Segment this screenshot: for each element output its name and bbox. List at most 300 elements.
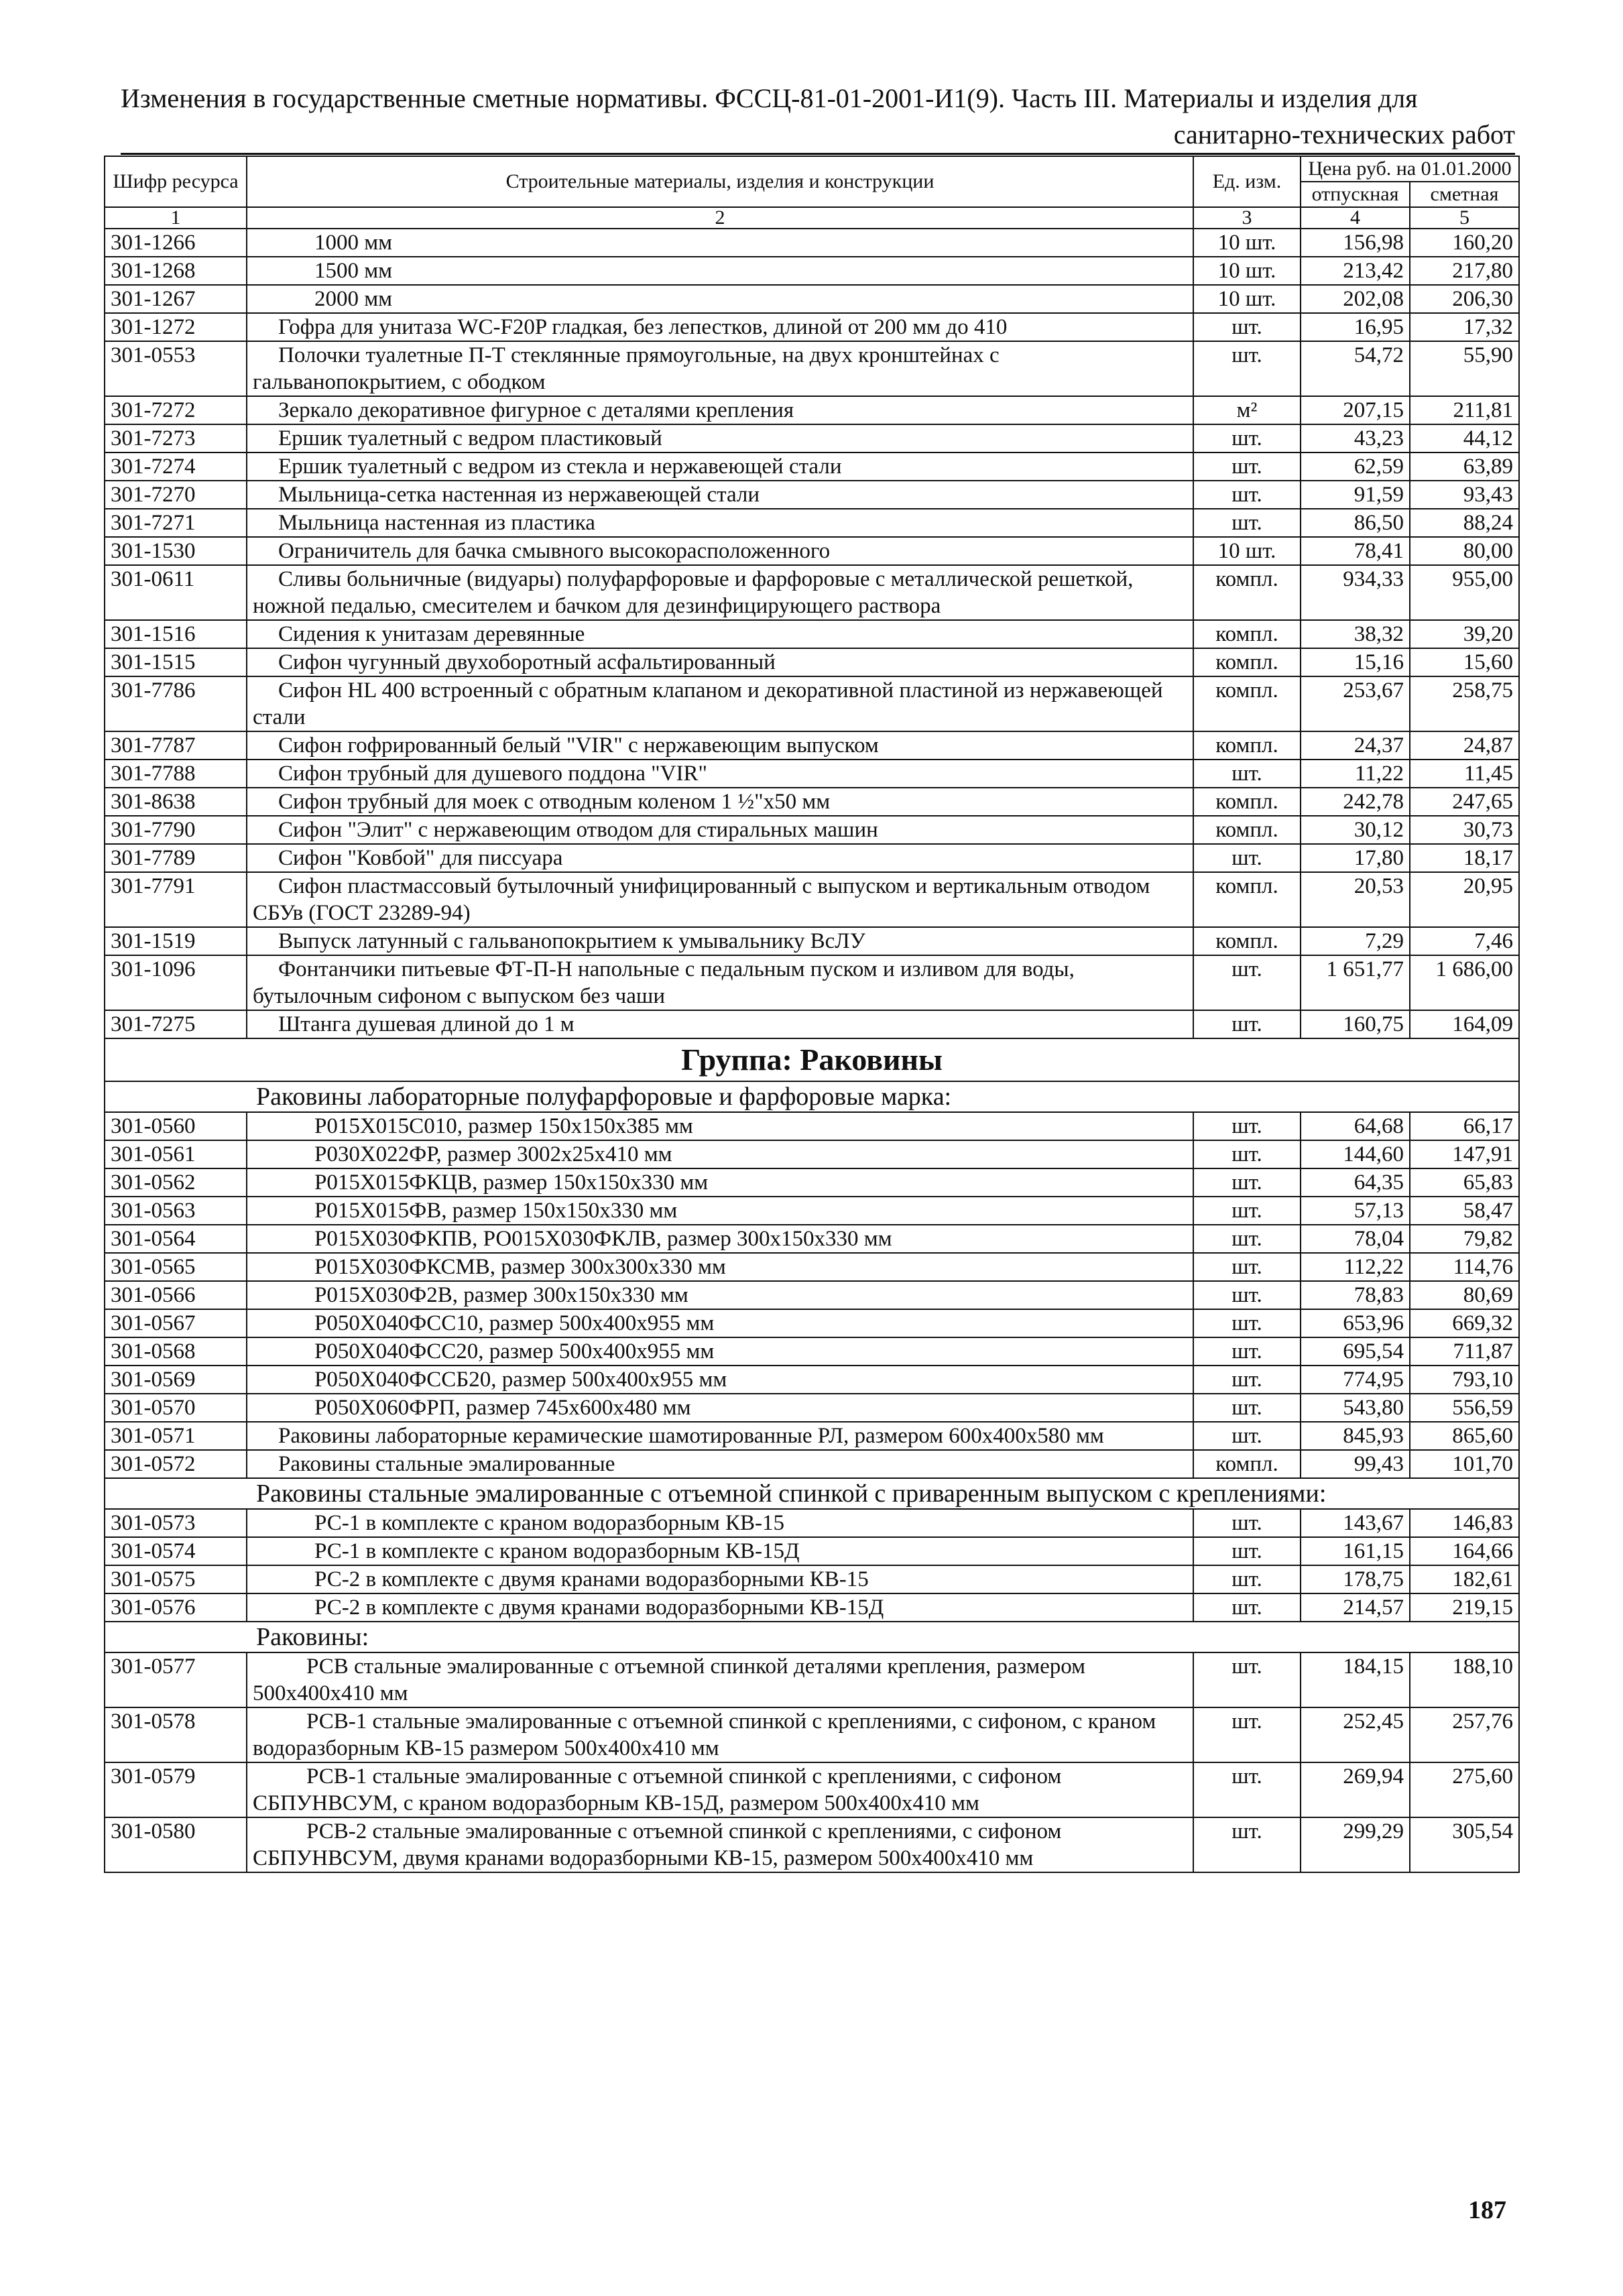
wholesale-price: 78,83 — [1301, 1281, 1410, 1309]
table-row — [105, 481, 1519, 509]
table-row — [105, 1422, 1519, 1450]
wholesale-price: 15,16 — [1301, 648, 1410, 676]
resource-code: 301-0574 — [105, 1537, 247, 1565]
table-row — [105, 313, 1519, 341]
unit-cell: шт. — [1193, 1309, 1301, 1337]
unit-cell: шт. — [1193, 509, 1301, 537]
resource-code: 301-1530 — [105, 537, 247, 565]
item-name: Р015Х030ФКПВ, РО015Х030ФКЛВ, размер 300х150х330 мм — [247, 1225, 1193, 1253]
group-row — [105, 1038, 1519, 1081]
unit-cell: шт. — [1193, 1652, 1301, 1707]
unit-cell: шт. — [1193, 481, 1301, 509]
item-name: Сифон HL 400 встроенный с обратным клапаном и декоративной пластиной из нержавеющей стали — [247, 676, 1193, 731]
item-name: Мыльница-сетка настенная из нержавеющей стали — [247, 481, 1193, 509]
col-header-price: Цена руб. на 01.01.2000 — [1301, 156, 1519, 182]
table-row — [105, 537, 1519, 565]
unit-cell: шт. — [1193, 1422, 1301, 1450]
item-name: Р015Х015ФВ, размер 150х150х330 мм — [247, 1197, 1193, 1225]
rows-lab-sinks — [105, 1112, 1519, 1478]
column-index: 4 — [1301, 207, 1410, 229]
table-row — [105, 816, 1519, 844]
section-sinks — [105, 1622, 1519, 1652]
table-row — [105, 676, 1519, 731]
estimate-price: 114,76 — [1410, 1253, 1519, 1281]
wholesale-price: 64,68 — [1301, 1112, 1410, 1140]
section-row — [105, 1081, 1519, 1112]
estimate-price: 164,66 — [1410, 1537, 1519, 1565]
resource-code: 301-1515 — [105, 648, 247, 676]
estimate-price: 80,69 — [1410, 1281, 1519, 1309]
wholesale-price: 207,15 — [1301, 396, 1410, 424]
section-row — [105, 1478, 1519, 1509]
estimate-price: 30,73 — [1410, 816, 1519, 844]
estimate-price: 305,54 — [1410, 1817, 1519, 1872]
wholesale-price: 156,98 — [1301, 229, 1410, 257]
resource-code: 301-0575 — [105, 1565, 247, 1593]
resource-code: 301-1519 — [105, 927, 247, 955]
item-name: РСВ-1 стальные эмалированные с отъемной спинкой с креплениями, с сифоном, с краном водоразборным КВ-15 размером 500х400х410 мм — [247, 1707, 1193, 1762]
resource-code: 301-0561 — [105, 1140, 247, 1168]
resource-code: 301-0572 — [105, 1450, 247, 1478]
wholesale-price: 24,37 — [1301, 731, 1410, 760]
estimate-price: 669,32 — [1410, 1309, 1519, 1337]
item-name: Раковины стальные эмалированные — [247, 1450, 1193, 1478]
estimate-price: 1 686,00 — [1410, 955, 1519, 1010]
resource-code: 301-0567 — [105, 1309, 247, 1337]
estimate-price: 65,83 — [1410, 1168, 1519, 1197]
wholesale-price: 91,59 — [1301, 481, 1410, 509]
wholesale-price: 252,45 — [1301, 1707, 1410, 1762]
unit-cell: 10 шт. — [1193, 257, 1301, 285]
resource-code: 301-1268 — [105, 257, 247, 285]
resource-code: 301-0553 — [105, 341, 247, 396]
item-name: 2000 мм — [247, 285, 1193, 313]
unit-cell: шт. — [1193, 1225, 1301, 1253]
unit-cell: шт. — [1193, 844, 1301, 872]
wholesale-price: 299,29 — [1301, 1817, 1410, 1872]
item-name: РС-1 в комплекте с краном водоразборным КВ-15 — [247, 1509, 1193, 1537]
table-row — [105, 1817, 1519, 1872]
unit-cell: компл. — [1193, 788, 1301, 816]
table-row — [105, 1366, 1519, 1394]
resource-code: 301-1516 — [105, 620, 247, 648]
unit-cell: шт. — [1193, 1281, 1301, 1309]
column-index: 3 — [1193, 207, 1301, 229]
unit-cell: шт. — [1193, 313, 1301, 341]
rows-main — [105, 229, 1519, 1038]
resource-code: 301-0579 — [105, 1762, 247, 1817]
item-name: Р015Х030Ф2В, размер 300х150х330 мм — [247, 1281, 1193, 1309]
section-title: Раковины: — [105, 1622, 1519, 1652]
resource-code: 301-7271 — [105, 509, 247, 537]
col-header-code: Шифр ресурса — [105, 156, 247, 207]
estimate-price: 219,15 — [1410, 1593, 1519, 1622]
item-name: Ершик туалетный с ведром пластиковый — [247, 424, 1193, 452]
resource-code: 301-0566 — [105, 1281, 247, 1309]
estimate-price: 793,10 — [1410, 1366, 1519, 1394]
price-table — [104, 156, 1520, 1873]
wholesale-price: 253,67 — [1301, 676, 1410, 731]
wholesale-price: 54,72 — [1301, 341, 1410, 396]
estimate-price: 44,12 — [1410, 424, 1519, 452]
unit-cell: компл. — [1193, 1450, 1301, 1478]
item-name: Р030Х022ФР, размер 3002х25х410 мм — [247, 1140, 1193, 1168]
item-name: Зеркало декоративное фигурное с деталями крепления — [247, 396, 1193, 424]
resource-code: 301-0562 — [105, 1168, 247, 1197]
resource-code: 301-7788 — [105, 760, 247, 788]
estimate-price: 247,65 — [1410, 788, 1519, 816]
table-header-row — [105, 156, 1519, 182]
resource-code: 301-0580 — [105, 1817, 247, 1872]
unit-cell: компл. — [1193, 816, 1301, 844]
item-name: Сидения к унитазам деревянные — [247, 620, 1193, 648]
unit-cell: шт. — [1193, 1010, 1301, 1038]
table-row — [105, 1394, 1519, 1422]
resource-code: 301-8638 — [105, 788, 247, 816]
wholesale-price: 43,23 — [1301, 424, 1410, 452]
section-title: Раковины стальные эмалированные с отъемной спинкой с приваренным выпуском с креплениями: — [105, 1478, 1519, 1509]
item-name: РСВ стальные эмалированные с отъемной спинкой деталями крепления, размером 500х400х410 мм — [247, 1652, 1193, 1707]
unit-cell: шт. — [1193, 1565, 1301, 1593]
estimate-price: 39,20 — [1410, 620, 1519, 648]
item-name: Фонтанчики питьевые ФТ-П-Н напольные с педальным пуском и изливом для воды, бутылочным сифоном с выпуском без чаши — [247, 955, 1193, 1010]
estimate-price: 955,00 — [1410, 565, 1519, 620]
estimate-price: 257,76 — [1410, 1707, 1519, 1762]
estimate-price: 79,82 — [1410, 1225, 1519, 1253]
table-row — [105, 1112, 1519, 1140]
col-header-name: Строительные материалы, изделия и конструкции — [247, 156, 1193, 207]
wholesale-price: 1 651,77 — [1301, 955, 1410, 1010]
table-row — [105, 1197, 1519, 1225]
table-row — [105, 1652, 1519, 1707]
estimate-price: 18,17 — [1410, 844, 1519, 872]
estimate-price: 556,59 — [1410, 1394, 1519, 1422]
unit-cell: шт. — [1193, 1762, 1301, 1817]
item-name: РСВ-2 стальные эмалированные с отъемной спинкой с креплениями, с сифоном СБПУНВСУМ, двумя кранами водоразборными КВ-15, размером 500х400х410 мм — [247, 1817, 1193, 1872]
wholesale-price: 11,22 — [1301, 760, 1410, 788]
estimate-price: 711,87 — [1410, 1337, 1519, 1366]
wholesale-price: 184,15 — [1301, 1652, 1410, 1707]
estimate-price: 20,95 — [1410, 872, 1519, 927]
resource-code: 301-7274 — [105, 452, 247, 481]
table-row — [105, 620, 1519, 648]
table-row — [105, 788, 1519, 816]
resource-code: 301-1267 — [105, 285, 247, 313]
section-title: Раковины лабораторные полуфарфоровые и фарфоровые марка: — [105, 1081, 1519, 1112]
wholesale-price: 64,35 — [1301, 1168, 1410, 1197]
unit-cell: компл. — [1193, 872, 1301, 927]
table-row — [105, 285, 1519, 313]
item-name: Выпуск латунный с гальванопокрытием к умывальнику ВсЛУ — [247, 927, 1193, 955]
wholesale-price: 62,59 — [1301, 452, 1410, 481]
estimate-price: 55,90 — [1410, 341, 1519, 396]
resource-code: 301-7270 — [105, 481, 247, 509]
wholesale-price: 112,22 — [1301, 1253, 1410, 1281]
wholesale-price: 17,80 — [1301, 844, 1410, 872]
wholesale-price: 543,80 — [1301, 1394, 1410, 1422]
item-name: Сифон пластмассовый бутылочный унифицированный с выпуском и вертикальным отводом СБУв (ГОСТ 23289-94) — [247, 872, 1193, 927]
table-row — [105, 731, 1519, 760]
unit-cell: шт. — [1193, 341, 1301, 396]
item-name: 1000 мм — [247, 229, 1193, 257]
item-name: Р050Х040ФССБ20, размер 500х400х955 мм — [247, 1366, 1193, 1394]
estimate-price: 24,87 — [1410, 731, 1519, 760]
table-row — [105, 1593, 1519, 1622]
table-row — [105, 1140, 1519, 1168]
estimate-price: 88,24 — [1410, 509, 1519, 537]
item-name: Полочки туалетные П-Т стеклянные прямоугольные, на двух кронштейнах с гальванопокрытием, с ободком — [247, 341, 1193, 396]
table-row — [105, 1309, 1519, 1337]
wholesale-price: 934,33 — [1301, 565, 1410, 620]
table-row — [105, 1168, 1519, 1197]
unit-cell: шт. — [1193, 955, 1301, 1010]
table-row — [105, 927, 1519, 955]
wholesale-price: 178,75 — [1301, 1565, 1410, 1593]
estimate-price: 17,32 — [1410, 313, 1519, 341]
resource-code: 301-0571 — [105, 1422, 247, 1450]
item-name: 1500 мм — [247, 257, 1193, 285]
table-row — [105, 229, 1519, 257]
table-row — [105, 872, 1519, 927]
table-row — [105, 424, 1519, 452]
estimate-price: 101,70 — [1410, 1450, 1519, 1478]
unit-cell: м² — [1193, 396, 1301, 424]
item-name: Сифон чугунный двухоборотный асфальтированный — [247, 648, 1193, 676]
wholesale-price: 242,78 — [1301, 788, 1410, 816]
table-row — [105, 257, 1519, 285]
unit-cell: шт. — [1193, 1394, 1301, 1422]
table-row — [105, 1281, 1519, 1309]
table-row — [105, 1010, 1519, 1038]
table-row — [105, 1509, 1519, 1537]
wholesale-price: 16,95 — [1301, 313, 1410, 341]
estimate-price: 206,30 — [1410, 285, 1519, 313]
resource-code: 301-7787 — [105, 731, 247, 760]
col-header-wholesale: отпускная — [1301, 182, 1410, 207]
wholesale-price: 78,41 — [1301, 537, 1410, 565]
item-name: Р015Х015С010, размер 150х150х385 мм — [247, 1112, 1193, 1140]
col-header-unit: Ед. изм. — [1193, 156, 1301, 207]
wholesale-price: 160,75 — [1301, 1010, 1410, 1038]
item-name: Сифон "Элит" с нержавеющим отводом для стиральных машин — [247, 816, 1193, 844]
table-row — [105, 509, 1519, 537]
item-name: Р050Х040ФСС20, размер 500х400х955 мм — [247, 1337, 1193, 1366]
resource-code: 301-7786 — [105, 676, 247, 731]
resource-code: 301-7275 — [105, 1010, 247, 1038]
unit-cell: шт. — [1193, 1140, 1301, 1168]
estimate-price: 865,60 — [1410, 1422, 1519, 1450]
item-name: РСВ-1 стальные эмалированные с отъемной спинкой с креплениями, с сифоном СБПУНВСУМ, с краном водоразборным КВ-15Д, размером 500х400х410 мм — [247, 1762, 1193, 1817]
estimate-price: 275,60 — [1410, 1762, 1519, 1817]
section-steel — [105, 1478, 1519, 1509]
table-row — [105, 1537, 1519, 1565]
resource-code: 301-7791 — [105, 872, 247, 927]
table-row — [105, 844, 1519, 872]
estimate-price: 160,20 — [1410, 229, 1519, 257]
item-name: РС-1 в комплекте с краном водоразборным КВ-15Д — [247, 1537, 1193, 1565]
page-number: 187 — [1468, 2196, 1506, 2224]
unit-cell: шт. — [1193, 1366, 1301, 1394]
item-name: Сифон трубный для моек с отводным коленом 1 ½"х50 мм — [247, 788, 1193, 816]
unit-cell: компл. — [1193, 927, 1301, 955]
table-row — [105, 955, 1519, 1010]
wholesale-price: 57,13 — [1301, 1197, 1410, 1225]
estimate-price: 146,83 — [1410, 1509, 1519, 1537]
resource-code: 301-7790 — [105, 816, 247, 844]
item-name: Сифон "Ковбой" для писсуара — [247, 844, 1193, 872]
item-name: Р015Х030ФКСМВ, размер 300х300х330 мм — [247, 1253, 1193, 1281]
resource-code: 301-0563 — [105, 1197, 247, 1225]
column-index-row — [105, 207, 1519, 229]
estimate-price: 11,45 — [1410, 760, 1519, 788]
item-name: Р015Х015ФКЦВ, размер 150х150х330 мм — [247, 1168, 1193, 1197]
estimate-price: 258,75 — [1410, 676, 1519, 731]
header-title-line1: Изменения в государственные сметные нормативы. ФССЦ-81-01-2001-И1(9). Часть III. Материалы и изделия для — [121, 83, 1418, 113]
wholesale-price: 86,50 — [1301, 509, 1410, 537]
item-name: Сифон гофрированный белый "VIR" с нержавеющим выпуском — [247, 731, 1193, 760]
estimate-price: 93,43 — [1410, 481, 1519, 509]
column-index: 2 — [247, 207, 1193, 229]
wholesale-price: 99,43 — [1301, 1450, 1410, 1478]
resource-code: 301-7789 — [105, 844, 247, 872]
header-rule — [121, 153, 1515, 155]
rows-sinks — [105, 1652, 1519, 1872]
table-row — [105, 1337, 1519, 1366]
estimate-price: 217,80 — [1410, 257, 1519, 285]
estimate-price: 66,17 — [1410, 1112, 1519, 1140]
wholesale-price: 774,95 — [1301, 1366, 1410, 1394]
resource-code: 301-0570 — [105, 1394, 247, 1422]
wholesale-price: 161,15 — [1301, 1537, 1410, 1565]
wholesale-price: 20,53 — [1301, 872, 1410, 927]
unit-cell: шт. — [1193, 452, 1301, 481]
wholesale-price: 30,12 — [1301, 816, 1410, 844]
unit-cell: шт. — [1193, 1707, 1301, 1762]
estimate-price: 80,00 — [1410, 537, 1519, 565]
wholesale-price: 78,04 — [1301, 1225, 1410, 1253]
item-name: Гофра для унитаза WC-F20P гладкая, без лепестков, длиной от 200 мм до 410 — [247, 313, 1193, 341]
col-header-estimate: сметная — [1410, 182, 1519, 207]
table-row — [105, 648, 1519, 676]
unit-cell: шт. — [1193, 760, 1301, 788]
resource-code: 301-0573 — [105, 1509, 247, 1537]
unit-cell: шт. — [1193, 1337, 1301, 1366]
unit-cell: 10 шт. — [1193, 229, 1301, 257]
unit-cell: шт. — [1193, 1817, 1301, 1872]
estimate-price: 58,47 — [1410, 1197, 1519, 1225]
estimate-price: 211,81 — [1410, 396, 1519, 424]
wholesale-price: 214,57 — [1301, 1593, 1410, 1622]
estimate-price: 7,46 — [1410, 927, 1519, 955]
item-name: Р050Х040ФСС10, размер 500х400х955 мм — [247, 1309, 1193, 1337]
wholesale-price: 144,60 — [1301, 1140, 1410, 1168]
wholesale-price: 202,08 — [1301, 285, 1410, 313]
unit-cell: шт. — [1193, 1509, 1301, 1537]
estimate-price: 182,61 — [1410, 1565, 1519, 1593]
unit-cell: шт. — [1193, 1253, 1301, 1281]
group-section — [105, 1038, 1519, 1112]
resource-code: 301-0564 — [105, 1225, 247, 1253]
wholesale-price: 695,54 — [1301, 1337, 1410, 1366]
item-name: Сливы больничные (видуары) полуфарфоровые и фарфоровые с металлической решеткой, ножной педалью, смесителем и бачком для дезинфицирующего раствора — [247, 565, 1193, 620]
resource-code: 301-7273 — [105, 424, 247, 452]
item-name: Сифон трубный для душевого поддона "VIR" — [247, 760, 1193, 788]
page-header — [121, 80, 1515, 153]
wholesale-price: 269,94 — [1301, 1762, 1410, 1817]
resource-code: 301-7272 — [105, 396, 247, 424]
item-name: Раковины лабораторные керамические шамотированные РЛ, размером 600х400х580 мм — [247, 1422, 1193, 1450]
wholesale-price: 143,67 — [1301, 1509, 1410, 1537]
table-row — [105, 396, 1519, 424]
resource-code: 301-0578 — [105, 1707, 247, 1762]
item-name: РС-2 в комплекте с двумя кранами водоразборными КВ-15 — [247, 1565, 1193, 1593]
item-name: Р050Х060ФРП, размер 745х600х480 мм — [247, 1394, 1193, 1422]
table-row — [105, 341, 1519, 396]
unit-cell: шт. — [1193, 424, 1301, 452]
wholesale-price: 7,29 — [1301, 927, 1410, 955]
resource-code: 301-1266 — [105, 229, 247, 257]
table-row — [105, 1707, 1519, 1762]
rows-steel-sinks — [105, 1509, 1519, 1622]
unit-cell: 10 шт. — [1193, 285, 1301, 313]
wholesale-price: 38,32 — [1301, 620, 1410, 648]
unit-cell: шт. — [1193, 1112, 1301, 1140]
table-row — [105, 1253, 1519, 1281]
resource-code: 301-0576 — [105, 1593, 247, 1622]
wholesale-price: 845,93 — [1301, 1422, 1410, 1450]
wholesale-price: 653,96 — [1301, 1309, 1410, 1337]
table-row — [105, 760, 1519, 788]
table-row — [105, 1450, 1519, 1478]
estimate-price: 164,09 — [1410, 1010, 1519, 1038]
item-name: Штанга душевая длиной до 1 м — [247, 1010, 1193, 1038]
resource-code: 301-0611 — [105, 565, 247, 620]
item-name: Ершик туалетный с ведром из стекла и нержавеющей стали — [247, 452, 1193, 481]
item-name: Ограничитель для бачка смывного высокорасположенного — [247, 537, 1193, 565]
column-index: 1 — [105, 207, 247, 229]
unit-cell: шт. — [1193, 1197, 1301, 1225]
estimate-price: 147,91 — [1410, 1140, 1519, 1168]
unit-cell: шт. — [1193, 1593, 1301, 1622]
resource-code: 301-0569 — [105, 1366, 247, 1394]
unit-cell: компл. — [1193, 565, 1301, 620]
item-name: РС-2 в комплекте с двумя кранами водоразборными КВ-15Д — [247, 1593, 1193, 1622]
unit-cell: компл. — [1193, 620, 1301, 648]
resource-code: 301-0565 — [105, 1253, 247, 1281]
estimate-price: 188,10 — [1410, 1652, 1519, 1707]
section-row — [105, 1622, 1519, 1652]
estimate-price: 15,60 — [1410, 648, 1519, 676]
unit-cell: 10 шт. — [1193, 537, 1301, 565]
group-title: Группа: Раковины — [105, 1038, 1519, 1081]
unit-cell: компл. — [1193, 648, 1301, 676]
unit-cell: шт. — [1193, 1537, 1301, 1565]
item-name: Мыльница настенная из пластика — [247, 509, 1193, 537]
wholesale-price: 213,42 — [1301, 257, 1410, 285]
resource-code: 301-1096 — [105, 955, 247, 1010]
resource-code: 301-0568 — [105, 1337, 247, 1366]
unit-cell: компл. — [1193, 731, 1301, 760]
header-title-line2: санитарно-технических работ — [1173, 119, 1515, 149]
column-index: 5 — [1410, 207, 1519, 229]
resource-code: 301-0577 — [105, 1652, 247, 1707]
table-row — [105, 1565, 1519, 1593]
table-row — [105, 1762, 1519, 1817]
table-row — [105, 1225, 1519, 1253]
unit-cell: шт. — [1193, 1168, 1301, 1197]
estimate-price: 63,89 — [1410, 452, 1519, 481]
table-row — [105, 452, 1519, 481]
